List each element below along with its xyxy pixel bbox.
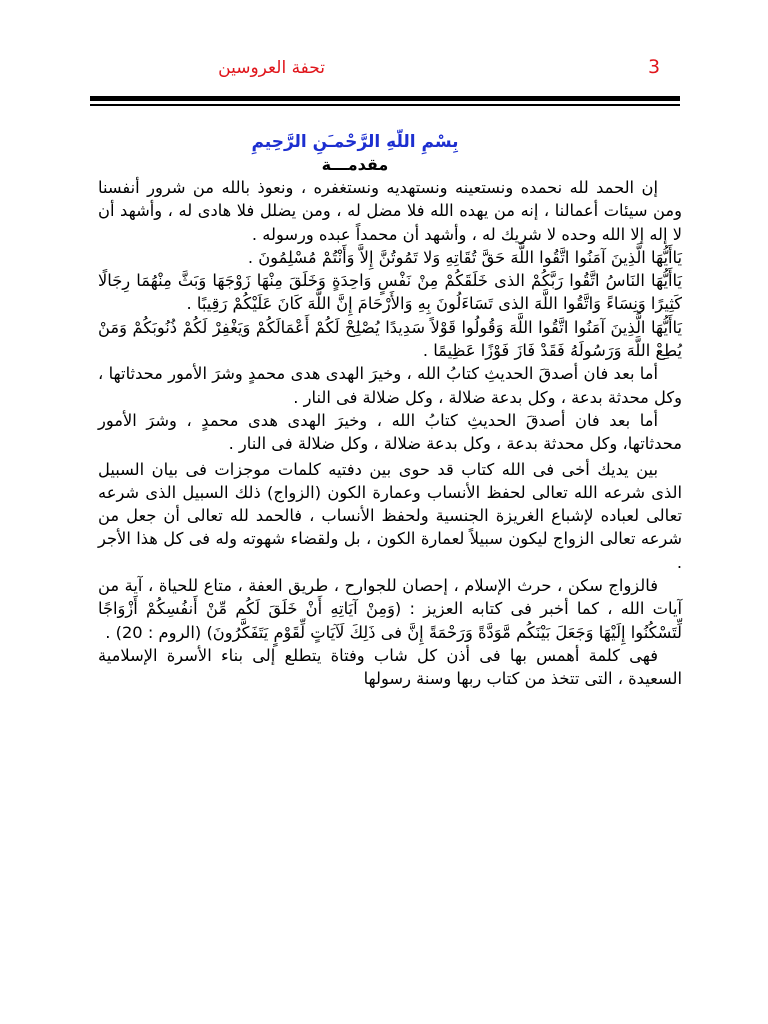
page-body xyxy=(98,130,682,691)
basmala: بِسْمِ اللّهِ الرَّحْمـَنِ الرَّحِيمِ xyxy=(251,132,459,152)
page-number: 3 xyxy=(648,56,661,78)
header-rule-thin xyxy=(90,104,680,106)
paragraph-quran-verse-1: يَاأَيُّهَا الَّذِينَ آمَنُوا اتَّقُوا اللَّهَ حَقَّ تُقَاتِهِ وَلا تَمُوتُنَّ إِلاَّ وَأَنْتُمْ مُسْلِمُونَ . xyxy=(247,247,682,267)
paragraph-whisper: فهى كلمة أهمس بها فى أذن كل شاب وفتاة يتطلع إلى بناء الأسرة الإسلامية السعيدة ، التى تتخذ من كتاب ربها وسنة رسولها xyxy=(98,645,682,689)
paragraph-book-intro: بين يديك أخى فى الله كتاب قد حوى بين دفتيه كلمات موجزات فى بيان السبيل الذى شرعه الله تعالى لحفظ الأنساب وعمارة الكون (الزواج) ذلك السبيل الذى شرعه تعالى لعباده لإشباع الغريزة الجنسية ولحفظ الأنساب ، فالحمد لله تعالى أن جعل من شرعه تعالى الزواج ليكون سبيلاً لعمارة الكون ، بل ولقضاء شهوته وله فى كل هذا الأجر . xyxy=(98,459,682,572)
paragraph-quran-verse-3: يَاأَيُّهَا الَّذِينَ آمَنُوا اتَّقُوا اللَّهَ وَقُولُوا قَوْلاً سَدِيدًا يُصْلِحْ لَكُمْ أَعْمَالَكُمْ وَيَغْفِرْ لَكُمْ ذُنُوبَكُمْ وَمَنْ يُطِعْ اللَّهَ وَرَسُولَهُ فَقَدْ فَازَ فَوْزًا عَظِيمًا . xyxy=(98,317,682,361)
header-rule-thick xyxy=(90,96,680,101)
paragraph-quran-verse-2: يَاأَيُّهَا النَاسُ اتَّقُوا رَبَّكُمْ الذى خَلَقَكُمْ مِنْ نَفْسٍ وَاحِدَةٍ وَخَلَقَ مِنْهَا زَوْجَهَا وَبَثَّ مِنْهُمَا رِجَالًا كَثِيرًا وَنِسَاءً وَاتَّقُوا اللَّهَ الذى تَسَاءَلُونَ بِهِ وَالأَرْحَامَ إِنَّ اللَّهَ كَانَ عَلَيْكُمْ رَقِيبًا . xyxy=(98,271,682,314)
paragraph-amma-baad-2: أما بعد فان أصدقَ الحديثِ كتابُ الله ، وخيرَ الهدى هدى محمدٍ ، وشرَ الأمور محدثاتها، وكل محدثة بدعة ، وكل بدعة ضلالة ، وكل ضلالة فى النار . xyxy=(98,410,682,454)
paragraph-amma-baad-1: أما بعد فان أصدقَ الحديثِ كتابُ الله ، وخيرَ الهدى هدى محمدٍ وشرَ الأمور محدثاتها ، وكل محدثة بدعة ، وكل بدعة ضلالة ، وكل ضلالة فى النار . xyxy=(98,364,682,407)
paragraph-marriage: فالزواج سكن ، حرث الإسلام ، إحصان للجوارح ، طريق العفة ، متاع للحياة ، آية من آيات الله ، كما أخبر فى كتابه العزيز : (وَمِنْ آيَاتِهِ أَنْ خَلَقَ لَكُم مِّنْ أَنفُسِكُمْ أَزْوَاجًا لِّتَسْكُنُوا إِلَيْهَا وَجَعَلَ بَيْنَكُم مَّوَدَّةً وَرَحْمَةً إِنَّ فى ذَلِكَ لَآيَاتٍ لِّقَوْمٍ يَتَفَكَّرُونَ) (الروم : 20) . xyxy=(98,576,682,642)
section-title: مقدمـــة xyxy=(321,155,389,174)
book-title: تحفة العروسين xyxy=(218,58,325,78)
page-header xyxy=(90,56,680,86)
paragraph-opening-praise: إن الحمد لله نحمده ونستعينه ونستهديه ونستغفره ، ونعوذ بالله من شرور أنفسنا ومن سيئات أعمالنا ، إنه من يهده الله فلا مضل له ، ومن يضلل فلا هادى له ، وأشهد أن لا إله إلا الله وحده لا شريك له ، وأشهد أن محمداً عبده ورسوله . xyxy=(98,178,682,244)
